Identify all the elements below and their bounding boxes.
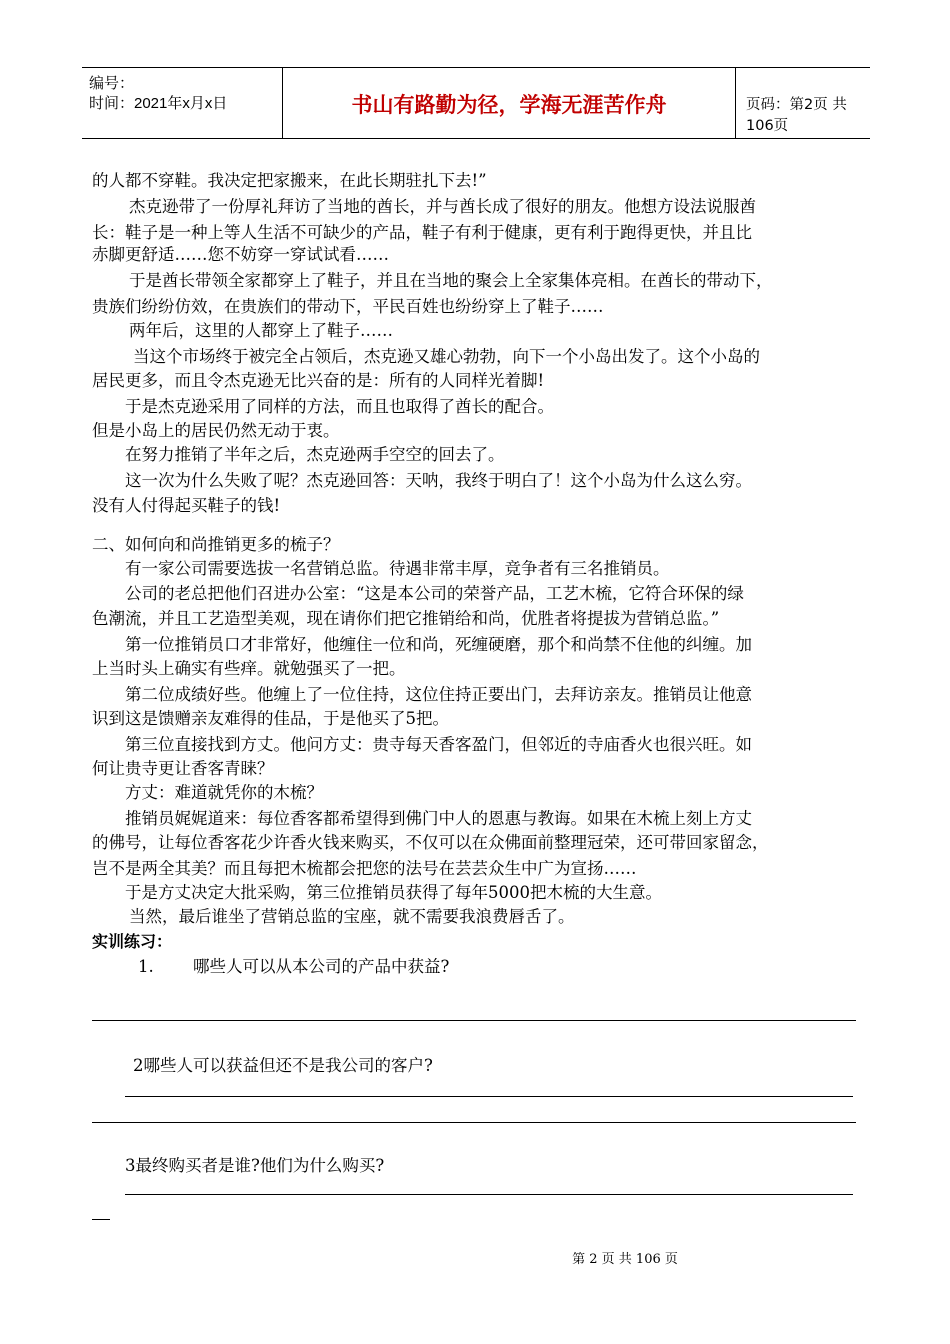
question-1-number: 1. [138,957,154,976]
answer-line [125,1194,853,1195]
document-number-label: 编号： [89,75,135,92]
body-line: 第三位直接找到方丈。他问方丈：贵寺每天香客盈门，但邻近的寺庙香火也很兴旺。如 [125,735,752,754]
page-header [82,67,870,139]
question-1-text: 哪些人可以从本公司的产品中获益? [193,957,450,976]
body-line: 推销员娓娓道来：每位香客都希望得到佛门中人的恩惠与教诲。如果在木梳上刻上方丈 [125,809,752,828]
body-line: 岂不是两全其美？而且每把木梳都会把您的法号在芸芸众生中广为宣扬…… [92,859,637,878]
body-line: 上当时头上确实有些痒。就勉强买了一把。 [92,659,406,678]
body-line: 于是杰克逊采用了同样的方法，而且也取得了酋长的配合。 [125,397,554,416]
answer-line-stub [92,1219,110,1220]
body-line: 识到这是馈赠亲友难得的佳品，于是他买了5把。 [92,709,449,728]
body-line: 长：鞋子是一种上等人生活不可缺少的产品，鞋子有利于健康，更有利于跑得更快，并且比 [92,223,752,242]
header-page-number: 页码：第2页 共106页 [746,97,847,134]
body-line: 方丈：难道就凭你的木梳？ [125,783,323,802]
answer-line [125,1096,853,1097]
body-line: 于是酋长带领全家都穿上了鞋子，并且在当地的聚会上全家集体亮相。在酋长的带动下， [129,271,773,290]
exercise-heading: 实训练习： [92,932,173,951]
body-line: 有一家公司需要选拔一名营销总监。待遇非常丰厚，竞争者有三名推销员。 [125,559,670,578]
header-motto-cell [283,68,736,138]
body-line: 但是小岛上的居民仍然无动于衷。 [92,421,340,440]
header-meta-cell [82,68,283,138]
body-line: 何让贵寺更让香客青睐？ [92,759,274,778]
page-footer: 第 2 页 共 106 页 [572,1252,678,1267]
body-line: 杰克逊带了一份厚礼拜访了当地的酋长，并与酋长成了很好的朋友。他想方设法说服酋 [129,197,756,216]
body-line: 在努力推销了半年之后，杰克逊两手空空的回去了。 [125,445,505,464]
body-line: 第二位成绩好些。他缠上了一位住持，这位住持正要出门，去拜访亲友。推销员让他意 [125,685,752,704]
question-2-text: 2哪些人可以获益但还不是我公司的客户? [133,1056,433,1075]
answer-line [92,1122,856,1123]
body-line: 的人都不穿鞋。我决定把家搬来，在此长期驻扎下去!” [92,171,487,190]
section-heading: 二、如何向和尚推销更多的梳子？ [92,535,340,554]
body-line: 色潮流，并且工艺造型美观，现在请你们把它推销给和尚，优胜者将提拔为营销总监。” [92,609,720,628]
document-time-label: 时间：2021年x月x日 [89,95,228,112]
body-line: 公司的老总把他们召进办公室：“这是本公司的荣誉产品，工艺木梳，它符合环保的绿 [125,584,744,603]
answer-line [92,1020,856,1021]
body-line: 于是方丈决定大批采购，第三位推销员获得了每年5000把木梳的大生意。 [125,883,662,902]
header-motto: 书山有路勤为径，学海无涯苦作舟 [351,93,667,117]
body-line: 居民更多，而且令杰克逊无比兴奋的是：所有的人同样光着脚! [92,371,545,390]
body-line: 当然，最后谁坐了营销总监的宝座，就不需要我浪费唇舌了。 [129,907,575,926]
body-line: 的佛号，让每位香客花少许香火钱来购买，不仅可以在众佛面前整理冠荣，还可带回家留念， [92,833,769,852]
body-line: 第一位推销员口才非常好，他缠住一位和尚，死缠硬磨，那个和尚禁不住他的纠缠。加 [125,635,752,654]
body-line: 贵族们纷纷仿效，在贵族们的带动下，平民百姓也纷纷穿上了鞋子…… [92,297,604,316]
body-line: 这一次为什么失败了呢？杰克逊回答：天呐，我终于明白了！这个小岛为什么这么穷。 [125,471,752,490]
body-line: 两年后，这里的人都穿上了鞋子…… [129,321,393,340]
body-line: 当这个市场终于被完全占领后，杰克逊又雄心勃勃，向下一个小岛出发了。这个小岛的 [133,347,760,366]
body-line: 赤脚更舒适……您不妨穿一穿试试看…… [92,245,389,264]
body-line: 没有人付得起买鞋子的钱! [92,496,281,515]
header-page-cell [736,68,870,138]
question-3-text: 3最终购买者是谁?他们为什么购买? [125,1156,385,1175]
